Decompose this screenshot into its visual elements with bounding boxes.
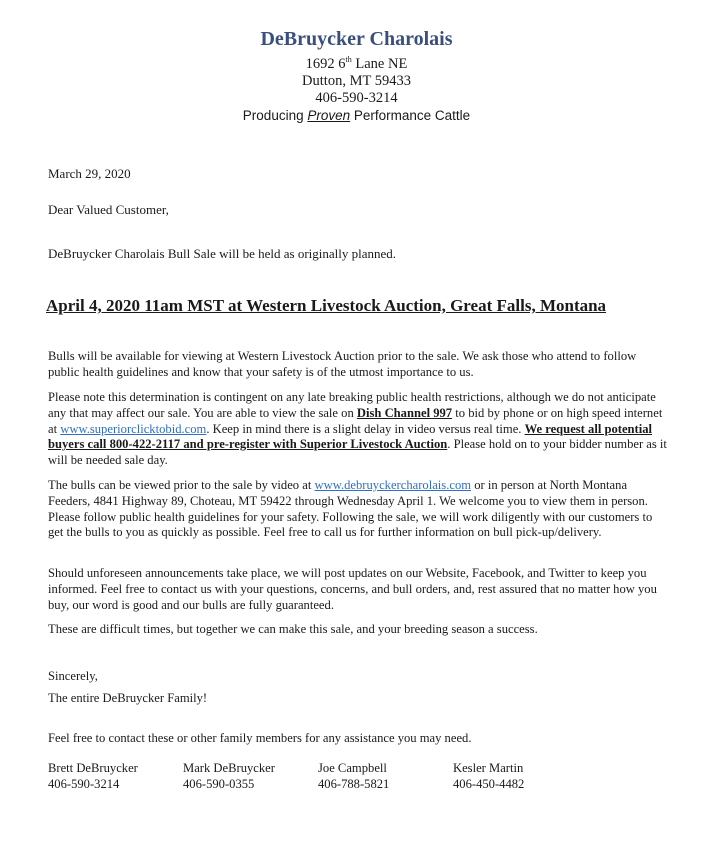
tagline <box>0 107 713 125</box>
contact-mark <box>183 760 275 792</box>
paragraph-updates: Should unforeseen announcements take place, we will post updates on our Website, Facebook, and Twitter to keep you informed. Feel free to contact us with your questions, concerns, and bull orders, and, rest assured that no matter how you buy, our word is good and our bulls are fully guaranteed. <box>48 566 657 612</box>
sale-headline: April 4, 2020 11am MST at Western Livestock Auction, Great Falls, Montana <box>46 296 607 315</box>
p3-text-a: The bulls can be viewed prior to the sale by video at <box>48 478 315 492</box>
contact-phone: 406-450-4482 <box>453 777 525 791</box>
tagline-emphasis: Proven <box>307 107 351 123</box>
closing: Sincerely, <box>48 669 98 683</box>
p2-text-b: to bid by phone or on high speed internet at <box>48 405 663 436</box>
contact-phone: 406-590-3214 <box>48 777 120 791</box>
contact-joe <box>318 760 389 792</box>
address-suffix: th <box>345 55 352 64</box>
salutation: Dear Valued Customer, <box>48 202 169 217</box>
website-link[interactable]: www.debruyckercharolais.com <box>314 478 472 492</box>
letter-date: March 29, 2020 <box>48 166 131 181</box>
contact-kesler <box>453 760 524 792</box>
p2-text-c: . Keep in mind there is a slight delay in video versus real time. <box>206 421 525 436</box>
intro-line: DeBruycker Charolais Bull Sale will be held as originally planned. <box>48 246 397 261</box>
paragraph-video <box>48 478 668 541</box>
preregister-notice: We request all potential buyers call 800-422-2117 and pre-register with Superior Livestock Auction <box>48 421 653 452</box>
p2-text-d: . Please hold on to your bidder number as it will be needed sale day. <box>48 437 667 468</box>
tagline-pre: Producing <box>242 107 308 123</box>
contact-name: Mark DeBruycker <box>183 761 275 775</box>
tagline-post: Performance Cattle <box>350 107 471 123</box>
contact-name: Brett DeBruycker <box>48 761 138 775</box>
address-line <box>0 51 713 73</box>
dish-channel: Dish Channel 997 <box>356 405 453 420</box>
address-rest: Lane NE <box>351 55 408 72</box>
contact-name: Kesler Martin <box>453 761 524 775</box>
paragraph-bidding <box>48 390 668 469</box>
contact-phone: 406-590-0355 <box>183 777 255 791</box>
phone-line: 406-590-3214 <box>315 89 398 106</box>
company-name: DeBruycker Charolais <box>260 28 453 50</box>
paragraph-closing: These are difficult times, but together we can make this sale, and your breeding season a success. <box>48 622 538 636</box>
p3-text-b: or in person at North Montana Feeders, 4841 Highway 89, Choteau, MT 59422 through Wednesday April 1. We welcome you to view them in person. Please follow public health guidelines for your safety. Following the sale, we will work diligently with our customers to get the bulls to you as quickly as possible. Feel free to call us for further information on bull pick-up/delivery. <box>48 478 653 540</box>
contact-intro: Feel free to contact these or other family members for any assistance you may need. <box>48 731 472 745</box>
city-line: Dutton, MT 59433 <box>302 72 411 89</box>
p2-text-a: Please note this determination is contingent on any late breaking public health restrictions, although we do not anticipate any that may affect our sale. You are able to view the sale on <box>48 390 656 420</box>
contact-brett <box>48 760 138 792</box>
paragraph-viewing: Bulls will be available for viewing at Western Livestock Auction prior to the sale. We ask those who attend to follow public health guidelines and know that your safety is of the utmost importance to us. <box>48 349 637 379</box>
superior-link[interactable]: www.superiorclicktobid.com <box>60 421 207 436</box>
contact-name: Joe Campbell <box>318 761 387 775</box>
signature: The entire DeBruycker Family! <box>48 691 208 705</box>
letterhead <box>0 27 713 125</box>
address-number: 1692 6 <box>305 55 346 72</box>
contact-phone: 406-788-5821 <box>318 777 390 791</box>
